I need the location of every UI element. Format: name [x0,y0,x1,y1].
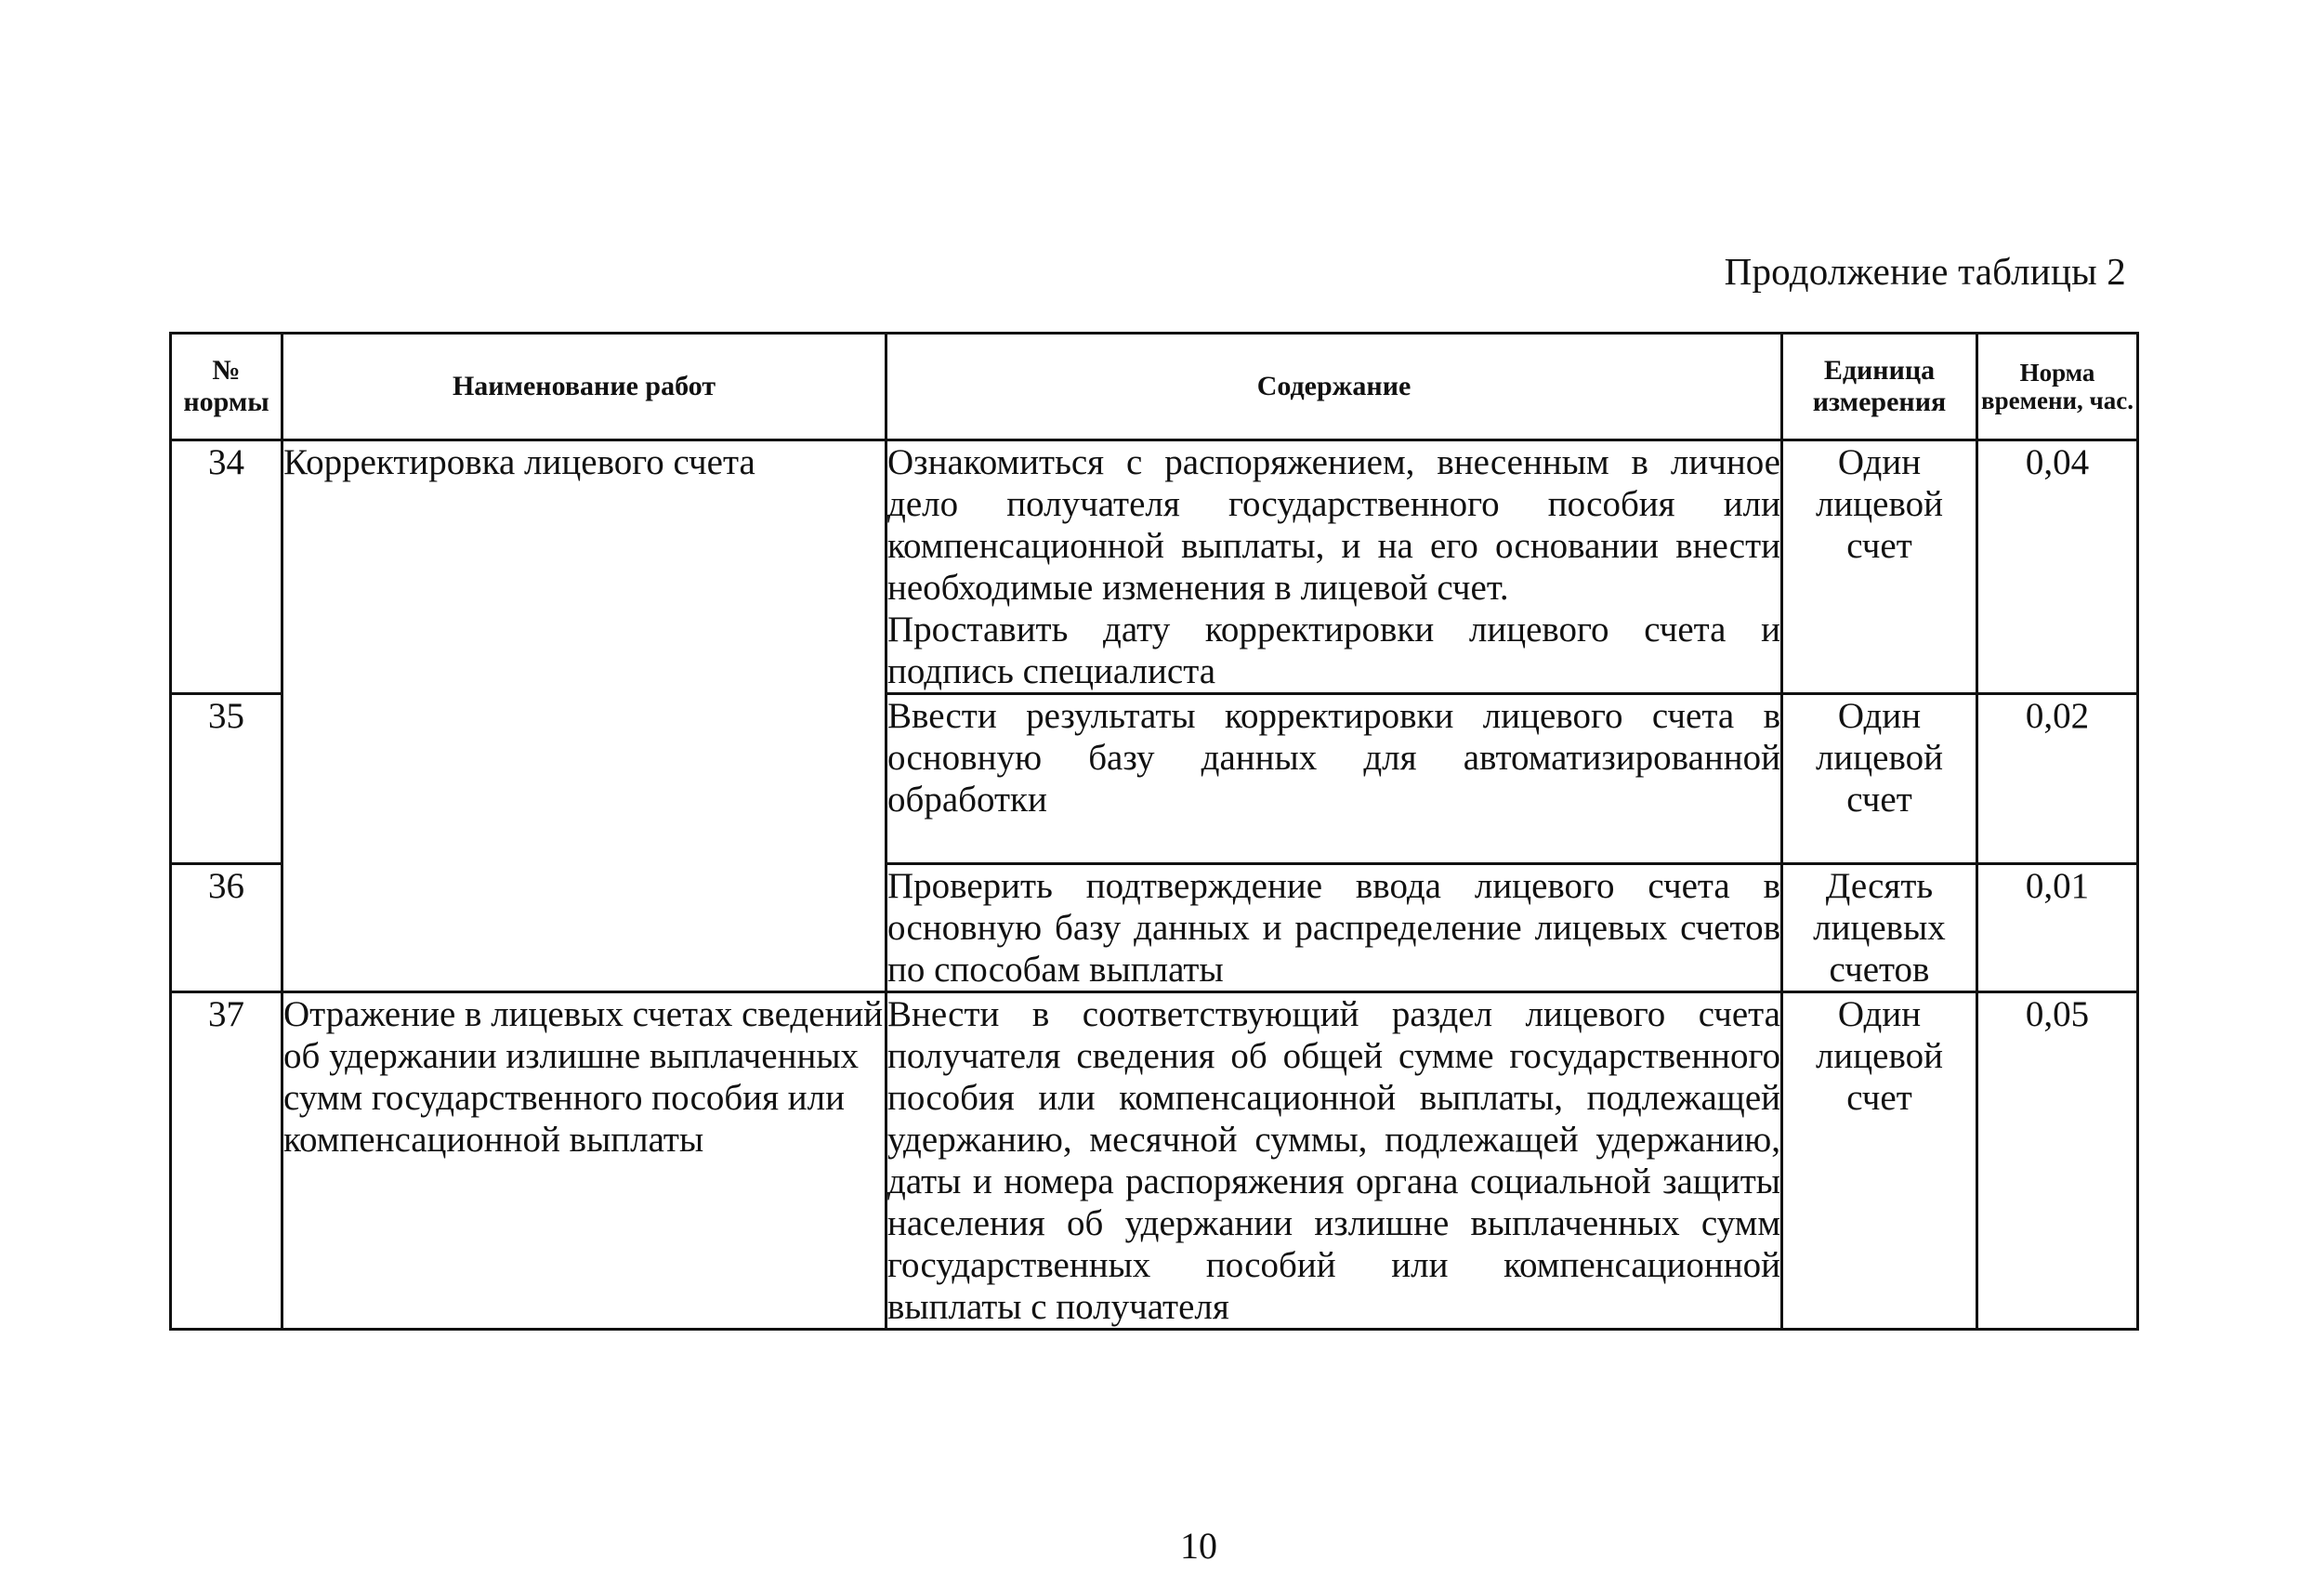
work-norms-table [169,332,2139,1331]
unit-line: лицевых [1813,908,1946,948]
unit-line: Один [1837,994,1922,1034]
unit-cell [1782,694,1977,864]
work-name-cell: Отражение в лицевых счетах сведений об удержании излишне выплаченных сумм государственного пособия или компенсационной выплаты [282,992,886,1330]
content-cell [886,992,1782,1330]
unit-line: Один [1837,696,1922,736]
unit-line: лицевой [1815,1036,1944,1076]
table-row [171,440,2138,694]
work-name-cell: Корректировка лицевого счета [282,440,886,992]
page-number: 10 [1180,1525,1217,1567]
unit-line: счет [1846,526,1912,566]
time-norm-cell: 0,01 [1977,864,2138,992]
content-cell [886,694,1782,864]
unit-line: лицевой [1815,484,1944,524]
norm-number-cell: 35 [171,694,282,864]
unit-cell [1782,992,1977,1330]
unit-line: счетов [1829,950,1930,990]
table-header-row [171,334,2138,440]
time-norm-cell: 0,02 [1977,694,2138,864]
norm-number-cell: 36 [171,864,282,992]
header-norm-number: № нормы [171,334,282,440]
time-norm-cell: 0,05 [1977,992,2138,1330]
unit-cell [1782,864,1977,992]
header-time-norm: Норма времени, час. [1977,334,2138,440]
content-cell [886,440,1782,694]
content-paragraph: Внести в соответствующий раздел лицевого счета получателя сведения об общей сумме государственного пособия или компенсационной выплаты, подлежащей удержанию, месячной суммы, подлежащей удержанию, даты и номера распоряжения органа социальной защиты населения об удержании излишне выплаченных сумм государственных пособий или компенсационной выплаты с получателя [887,994,1780,1327]
unit-line: счет [1846,780,1912,820]
table-continuation-label: Продолжение таблицы 2 [1724,250,2126,293]
content-paragraph: Ввести результаты корректировки лицевого счета в основную базу данных для автоматизированной обработки [887,696,1780,820]
content-cell [886,864,1782,992]
header-content: Содержание [886,334,1782,440]
unit-line: лицевой [1815,738,1944,778]
content-paragraph: Ознакомиться с распоряжением, внесенным в личное дело получателя государственного пособия или компенсационной выплаты, и на его основании внести необходимые изменения в лицевой счет. [887,442,1780,608]
unit-line: Один [1837,442,1922,482]
unit-line: счет [1846,1078,1912,1118]
norm-number-cell: 37 [171,992,282,1330]
table-row [171,992,2138,1330]
header-work-name: Наименование работ [282,334,886,440]
content-paragraph: Проставить дату корректировки лицевого счета и подпись специалиста [887,610,1780,691]
unit-line: Десять [1825,866,1934,906]
time-norm-cell: 0,04 [1977,440,2138,694]
header-unit: Единица измерения [1782,334,1977,440]
content-paragraph: Проверить подтверждение ввода лицевого счета в основную базу данных и распределение лицевых счетов по способам выплаты [887,866,1780,990]
norm-number-cell: 34 [171,440,282,694]
unit-cell [1782,440,1977,694]
